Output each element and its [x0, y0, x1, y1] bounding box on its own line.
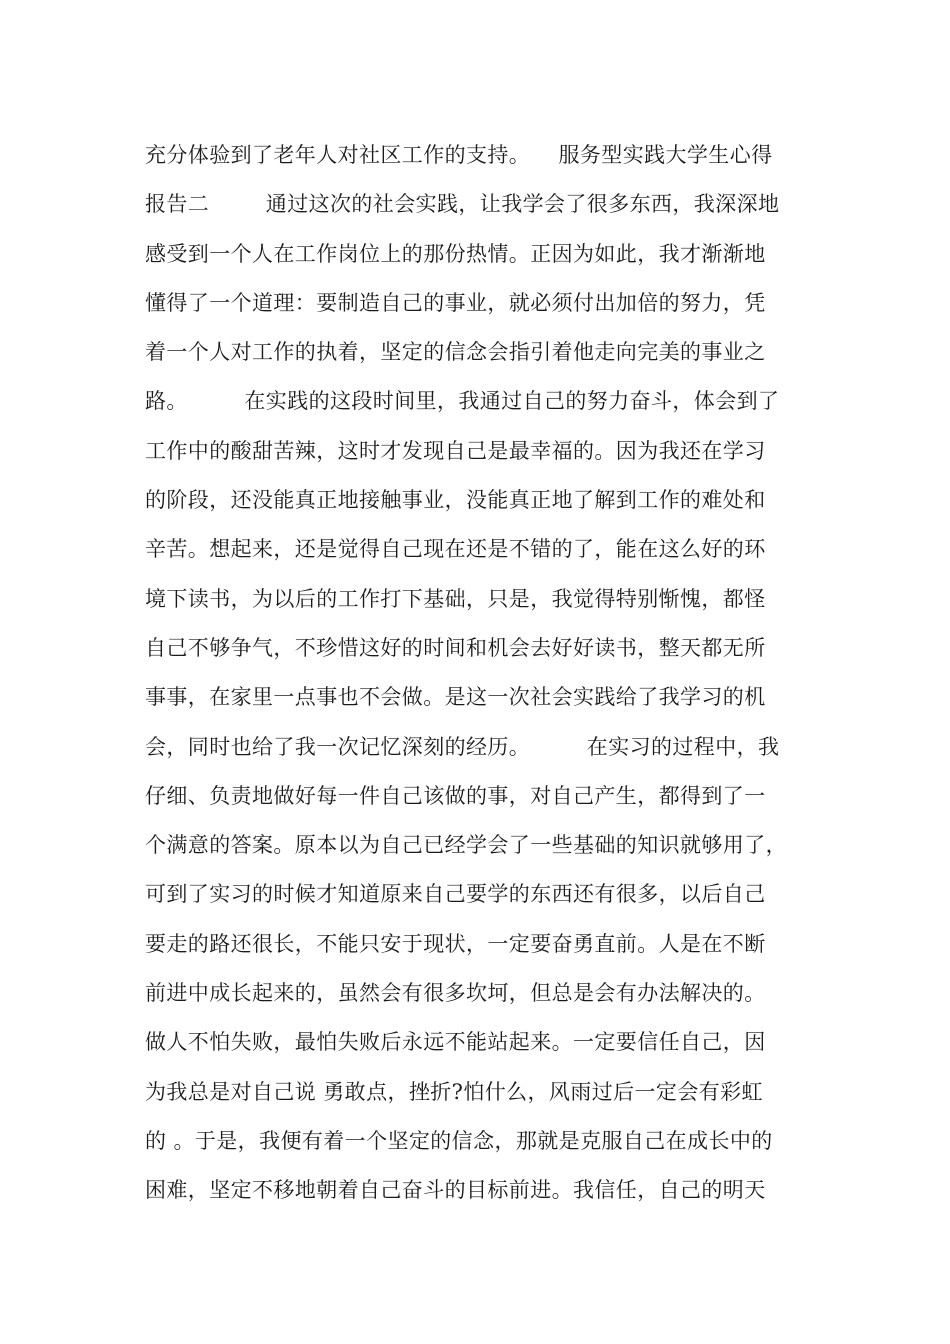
text-line: 仔细、负责地做好每一件自己该做的事，对自己产生，都得到了一 — [145, 783, 766, 808]
text-line: 境下读书，为以后的工作打下基础，只是，我觉得特别惭愧，都怪 — [145, 586, 766, 611]
text-line: 工作中的酸甜苦辣，这时才发现自己是最幸福的。因为我还在学习 — [145, 438, 766, 463]
text-line: 懂得了一个道理：要制造自己的事业，就必须付出加倍的努力，凭 — [145, 290, 766, 315]
text-line: 报告二 通过这次的社会实践，让我学会了很多东西，我深深地 — [145, 192, 780, 217]
body-text — [145, 131, 825, 1216]
text-line: 路。 在实践的这段时间里，我通过自己的努力奋斗，体会到了 — [145, 389, 780, 414]
text-line: 自己不够争气，不珍惜这好的时间和机会去好好读书，整天都无所 — [145, 635, 766, 660]
text-line: 感受到一个人在工作岗位上的那份热情。正因为如此，我才渐渐地 — [145, 241, 766, 266]
text-line: 的 。于是，我便有着一个坚定的信念，那就是克服自己在成长中的 — [145, 1128, 773, 1153]
text-line: 会，同时也给了我一次记忆深刻的经历。 在实习的过程中，我 — [145, 734, 780, 759]
text-line: 要走的路还很长，不能只安于现状，一定要奋勇直前。人是在不断 — [145, 931, 766, 956]
text-line: 事事，在家里一点事也不会做。是这一次社会实践给了我学习的机 — [145, 685, 766, 710]
text-line: 的阶段，还没能真正地接触事业，没能真正地了解到工作的难处和 — [145, 488, 766, 513]
text-line: 个满意的答案。原本以为自己已经学会了一些基础的知识就够用了， — [145, 833, 787, 858]
text-line: 前进中成长起来的，虽然会有很多坎坷，但总是会有办法解决的。 — [145, 981, 766, 1006]
text-line: 困难，坚定不移地朝着自己奋斗的目标前进。我信任，自己的明天 — [145, 1178, 766, 1203]
text-line: 做人不怕失败，最怕失败后永远不能站起来。一定要信任自己，因 — [145, 1030, 766, 1055]
text-line: 为我总是对自己说 勇敢点，挫折?怕什么，风雨过后一定会有彩虹 — [145, 1079, 763, 1104]
text-line: 着一个人对工作的执着，坚定的信念会指引着他走向完美的事业之 — [145, 340, 766, 365]
text-line: 可到了实习的时候才知道原来自己要学的东西还有很多，以后自己 — [145, 882, 766, 907]
text-line: 辛苦。想起来，还是觉得自己现在还是不错的了，能在这么好的环 — [145, 537, 766, 562]
text-line: 充分体验到了老年人对社区工作的支持。 服务型实践大学生心得 — [145, 143, 773, 167]
